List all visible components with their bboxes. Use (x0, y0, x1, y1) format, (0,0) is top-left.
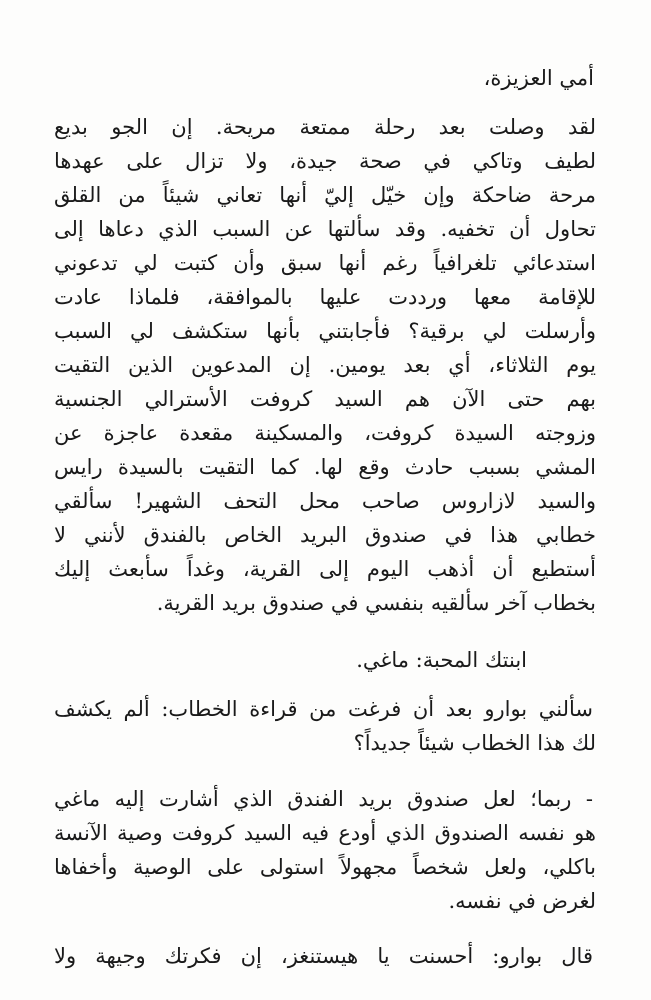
letter-signature: ابنتك المحبة: ماغي. (356, 648, 527, 672)
letter-line: بخطاب آخر سألقيه بنفسي في صندوق بريد القرية. (156, 591, 596, 615)
letter-line: لطيف وتاكي في صحة جيدة، ولا تزال على عهدها (54, 149, 596, 173)
letter-line: أستطيع أن أذهب اليوم إلى القرية، وغداً سأبعث إليك (54, 557, 596, 581)
paragraph-line: لك هذا الخطاب شيئاً جديداً؟ (353, 731, 596, 755)
letter-salutation: أمي العزيزة، (483, 66, 594, 90)
letter-line: للإقامة معها ورددت عليها بالموافقة، فلماذا عادت (54, 285, 596, 309)
letter-line: خطابي هذا في صندوق البريد الخاص بالفندق لأنني لا (54, 523, 596, 547)
paragraph-line: لغرض في نفسه. (448, 889, 596, 913)
letter-line: لقد وصلت بعد رحلة ممتعة مريحة. إن الجو بديع (54, 115, 596, 139)
letter-line: بهم حتى الآن هم السيد كروفت الأسترالي الجنسية (54, 387, 596, 411)
paragraph-line: باكلي، ولعل شخصاً مجهولاً استولى على الوصية وأخفاها (54, 855, 596, 879)
letter-line: وأرسلت لي برقية؟ فأجابتني بأنها ستكشف لي السبب (54, 319, 596, 343)
letter-line: تحاول أن تخفيه. وقد سألتها عن السبب الذي دعاها إلى (54, 217, 596, 241)
paragraph-line: قال بوارو: أحسنت يا هيستنغز، إن فكرتك وجيهة ولا (54, 944, 593, 968)
letter-line: يوم الثلاثاء، أي بعد يومين. إن المدعوين الذين التقيت (54, 353, 596, 377)
letter-line: المشي بسبب حادث وقع لها. كما التقيت بالسيدة رايس (54, 455, 596, 479)
letter-line: استدعائي تلغرافياً رغم أنها سبق وأن كتبت لي تدعوني (54, 251, 596, 275)
paragraph-line: - ربما؛ لعل صندوق بريد الفندق الذي أشارت إليه ماغي (54, 787, 593, 811)
letter-line: والسيد لازاروس صاحب محل التحف الشهير! سألقي (54, 489, 596, 513)
paragraph-line: سألني بوارو بعد أن فرغت من قراءة الخطاب: ألم يكشف (54, 697, 593, 721)
letter-line: مرحة ضاحكة وإن خيّل إليّ أنها تعاني شيئاً من القلق (54, 183, 596, 207)
paragraph-line: هو نفسه الصندوق الذي أودع فيه السيد كروفت وصية الآنسة (54, 821, 596, 845)
letter-line: وزوجته السيدة كروفت، والمسكينة مقعدة عاجزة عن (54, 421, 596, 445)
